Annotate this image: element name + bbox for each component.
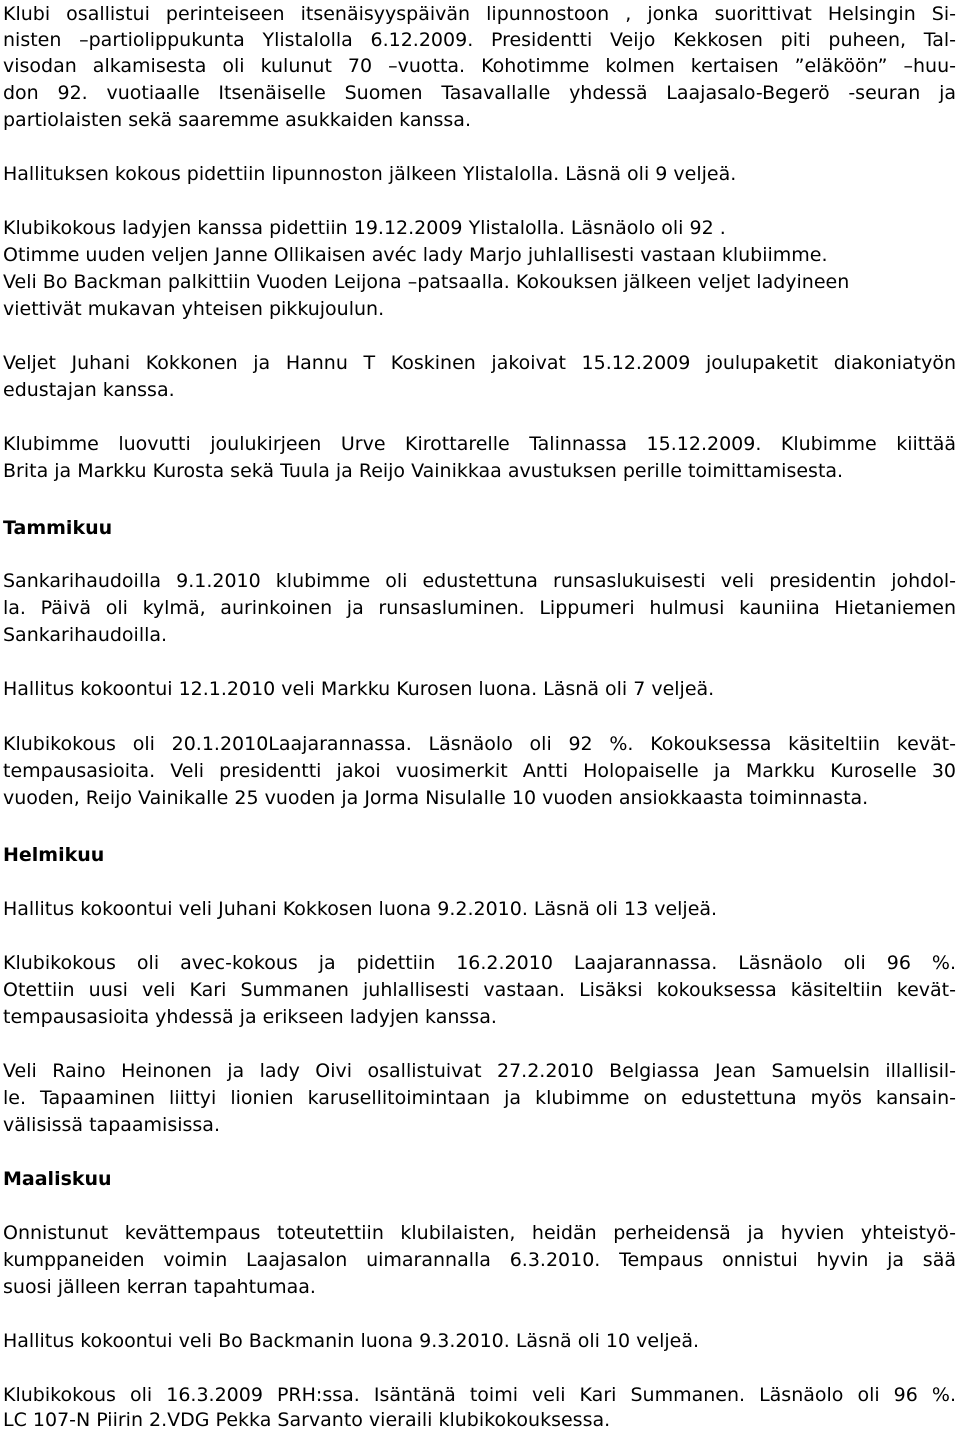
paragraph-line: Hallitus kokoontui veli Bo Backmanin luona 9.3.2010. Läsnä oli 10 veljeä.: [3, 1330, 699, 1352]
paragraph-line: suosi jälleen kerran tapahtumaa.: [3, 1276, 316, 1298]
section-heading-helmikuu: Helmikuu: [3, 844, 105, 866]
paragraph-line: kumppaneiden voimin Laajasalon uimarannalla 6.3.2010. Tempaus onnistui hyvin ja sää: [3, 1249, 956, 1271]
paragraph-line: Klubikokous oli avec-kokous ja pidettiin 16.2.2010 Laajarannassa. Läsnäolo oli 96 %.: [3, 952, 956, 974]
paragraph-line: la. Päivä oli kylmä, aurinkoinen ja runsasluminen. Lippumeri hulmusi kauniina Hietaniemen: [3, 597, 956, 619]
paragraph-line: Klubikokous oli 20.1.2010Laajarannassa. Läsnäolo oli 92 %. Kokouksessa käsiteltiin kevät-: [3, 733, 956, 755]
paragraph-line: nisten –partiolippukunta Ylistalolla 6.12.2009. Presidentti Veijo Kekkosen piti puheen, Tal-: [3, 29, 956, 51]
paragraph-line: viettivät mukavan yhteisen pikkujoulun.: [3, 298, 385, 320]
paragraph-line: tempausasioita. Veli presidentti jakoi vuosimerkit Antti Holopaiselle ja Markku Kuroselle 30: [3, 760, 956, 782]
paragraph-line: Klubikokous oli 16.3.2009 PRH:ssa. Isäntänä toimi veli Kari Summanen. Läsnäolo oli 96 %.: [3, 1384, 956, 1406]
paragraph-line: Klubikokous ladyjen kanssa pidettiin 19.12.2009 Ylistalolla. Läsnäolo oli 92 .: [3, 217, 726, 239]
section-heading-maaliskuu: Maaliskuu: [3, 1168, 112, 1190]
paragraph-line: Sankarihaudoilla.: [3, 624, 168, 646]
paragraph-line: Veli Raino Heinonen ja lady Oivi osallistuivat 27.2.2010 Belgiassa Jean Samuelsin illallisil-: [3, 1060, 956, 1082]
paragraph-line: vuoden, Reijo Vainikalle 25 vuoden ja Jorma Nisulalle 10 vuoden ansiokkaasta toiminnasta.: [3, 787, 869, 809]
paragraph-line: LC 107-N Piirin 2.VDG Pekka Sarvanto vieraili klubikokouksessa.: [3, 1409, 611, 1431]
paragraph-line: le. Tapaaminen liittyi lionien karusellitoimintaan ja klubimme on edustettuna myös kansain-: [3, 1087, 956, 1109]
paragraph-line: Otimme uuden veljen Janne Ollikaisen avéc lady Marjo juhlallisesti vastaan klubiimme.: [3, 244, 828, 266]
paragraph-line: välisissä tapaamisissa.: [3, 1114, 220, 1136]
paragraph-line: visodan alkamisesta oli kulunut 70 –vuotta. Kohotimme kolmen kertaisen ”eläköön” –huu-: [3, 55, 956, 77]
paragraph-line: Klubimme luovutti joulukirjeen Urve Kirottarelle Talinnassa 15.12.2009. Klubimme kiittää: [3, 433, 956, 455]
paragraph-line: edustajan kanssa.: [3, 379, 175, 401]
paragraph-line: Veli Bo Backman palkittiin Vuoden Leijona –patsaalla. Kokouksen jälkeen veljet ladyineen: [3, 271, 850, 293]
paragraph-line: Hallituksen kokous pidettiin lipunnoston jälkeen Ylistalolla. Läsnä oli 9 veljeä.: [3, 163, 737, 185]
paragraph-line: Hallitus kokoontui veli Juhani Kokkosen luona 9.2.2010. Läsnä oli 13 veljeä.: [3, 898, 718, 920]
paragraph-line: Brita ja Markku Kurosta sekä Tuula ja Reijo Vainikkaa avustuksen perille toimittamisesta.: [3, 460, 844, 482]
paragraph-line: Klubi osallistui perinteiseen itsenäisyyspäivän lipunnostoon , jonka suorittivat Helsingin Si-: [3, 3, 956, 25]
paragraph-line: partiolaisten sekä saaremme asukkaiden kanssa.: [3, 109, 471, 131]
section-heading-tammikuu: Tammikuu: [3, 517, 113, 539]
paragraph-line: Veljet Juhani Kokkonen ja Hannu T Koskinen jakoivat 15.12.2009 joulupaketit diakoniatyön: [3, 352, 956, 374]
paragraph-line: Onnistunut kevättempaus toteutettiin klubilaisten, heidän perheidensä ja hyvien yhteistyö-: [3, 1222, 956, 1244]
paragraph-line: don 92. vuotiaalle Itsenäiselle Suomen Tasavallalle yhdessä Laajasalo-Begerö -seuran ja: [3, 82, 956, 104]
paragraph-line: Otettiin uusi veli Kari Summanen juhlallisesti vastaan. Lisäksi kokouksessa käsiteltiin kevät-: [3, 979, 956, 1001]
paragraph-line: Sankarihaudoilla 9.1.2010 klubimme oli edustettuna runsaslukuisesti veli presidentin johdol-: [3, 570, 956, 592]
paragraph-line: Hallitus kokoontui 12.1.2010 veli Markku Kurosen luona. Läsnä oli 7 veljeä.: [3, 678, 715, 700]
paragraph-line: tempausasioita yhdessä ja erikseen ladyjen kanssa.: [3, 1006, 497, 1028]
